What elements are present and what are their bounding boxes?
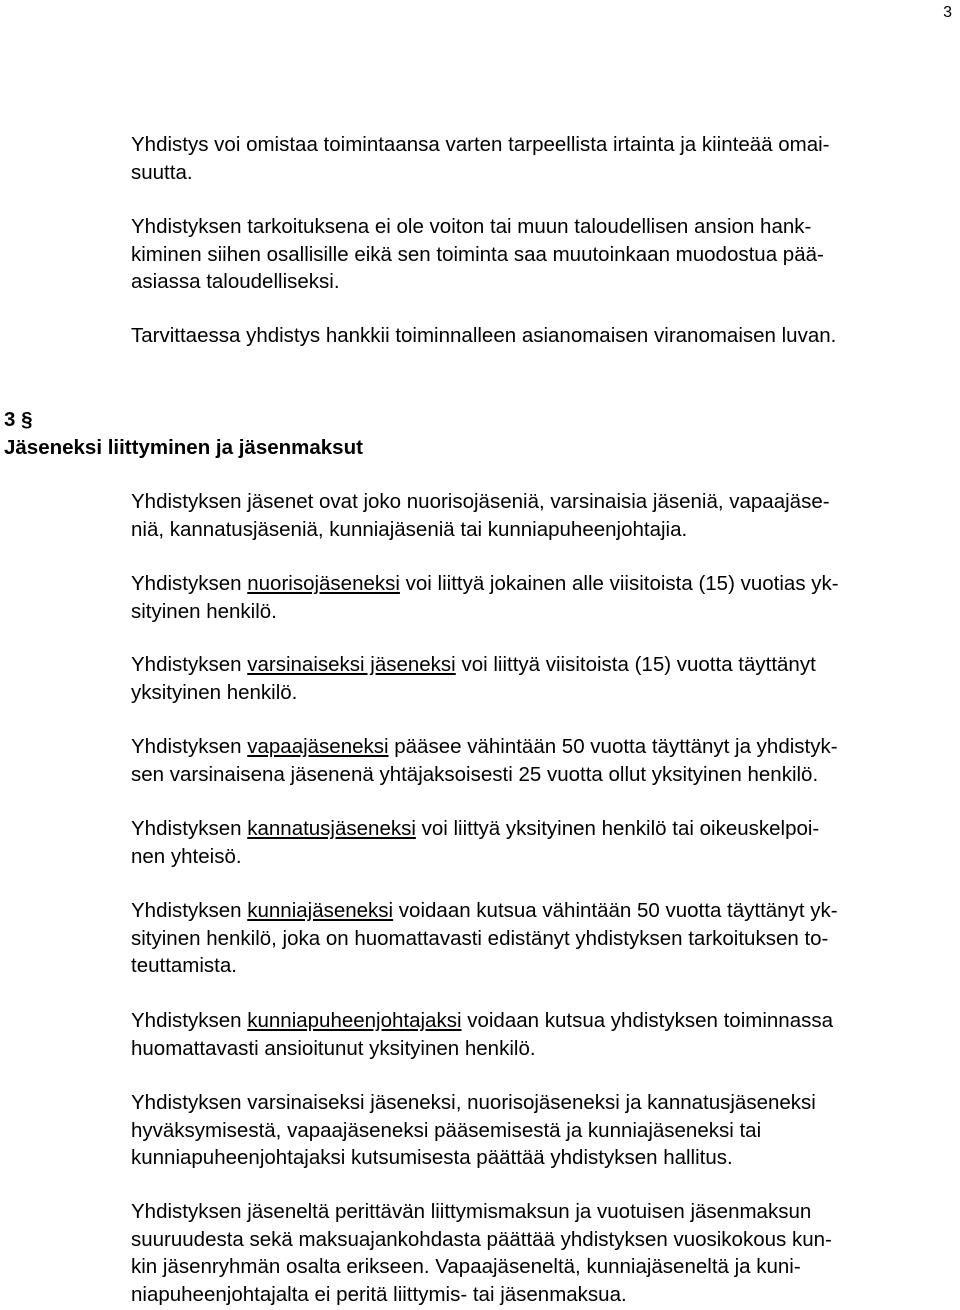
text-line: niapuheenjohtajalta ei peritä liittymis- tai jäsenmaksua. <box>131 1282 627 1306</box>
text-line: kin jäsenryhmän osalta erikseen. Vapaajäseneltä, kunniajäseneltä ja kuni- <box>131 1255 801 1278</box>
text-line: Yhdistyksen vapaajäseneksi pääsee vähintään 50 vuotta täyttänyt ja yhdistyk- <box>131 735 838 758</box>
text-line: kunniapuheenjohtajaksi kutsumisesta päättää yhdistyksen hallitus. <box>131 1146 733 1169</box>
text-line: Tarvittaessa yhdistys hankkii toiminnalleen asianomaisen viranomaisen luvan. <box>131 324 837 347</box>
page-number: 3 <box>943 4 952 21</box>
paragraph-youth-member <box>131 570 839 625</box>
text-line: suuruudesta sekä maksuajankohdasta päättää yhdistyksen vuosikokous kun- <box>131 1227 832 1251</box>
paragraph-honorary-member <box>131 897 838 980</box>
text-line: Yhdistyksen jäsenet ovat joko nuorisojäseniä, varsinaisia jäseniä, vapaajäse- <box>131 490 830 513</box>
paragraph-regular-member <box>131 651 816 706</box>
text-line: Yhdistyksen tarkoituksena ei ole voiton tai muun taloudellisen ansion hank- <box>131 215 812 238</box>
text-line: Yhdistyksen varsinaiseksi jäseneksi voi liittyä viisitoista (15) vuotta täyttänyt <box>131 653 816 676</box>
text-line: asiassa taloudelliseksi. <box>131 270 340 293</box>
member-term: kannatusjäseneksi <box>247 817 416 840</box>
text-line: sityinen henkilö, joka on huomattavasti edistänyt yhdistyksen tarkoituksen to- <box>131 926 829 950</box>
section-heading <box>4 406 363 461</box>
paragraph-member-categories <box>131 488 830 543</box>
paragraph-supporting-member <box>131 815 819 870</box>
text-line: hyväksymisestä, vapaajäseneksi pääsemisestä ja kunniajäseneksi tai <box>131 1118 762 1142</box>
text-line: sen varsinaisena jäsenenä yhtäjaksoisesti 25 vuotta ollut yksityinen henkilö. <box>131 762 819 786</box>
text-line: Yhdistyksen varsinaiseksi jäseneksi, nuorisojäseneksi ja kannatusjäseneksi <box>131 1091 816 1114</box>
text-line: Yhdistyksen nuorisojäseneksi voi liittyä jokainen alle viisitoista (15) vuotias yk- <box>131 572 839 595</box>
paragraph-free-member <box>131 733 838 788</box>
text-line: Yhdistyksen kunniapuheenjohtajaksi voidaan kutsua yhdistyksen toiminnassa <box>131 1009 833 1032</box>
text-line: Yhdistyksen jäseneltä perittävän liittymismaksun ja vuotuisen jäsenmaksun <box>131 1200 812 1223</box>
text-line: Yhdistyksen kunniajäseneksi voidaan kutsua vähintään 50 vuotta täyttänyt yk- <box>131 899 838 922</box>
text-line: Yhdistys voi omistaa toimintaansa varten tarpeellista irtainta ja kiinteää omai- <box>131 133 830 156</box>
paragraph-honorary-chairman <box>131 1007 833 1062</box>
paragraph-admission-decision <box>131 1089 816 1172</box>
member-term: kunniapuheenjohtajaksi <box>247 1009 462 1032</box>
text-line: teuttamista. <box>131 954 237 977</box>
member-term: nuorisojäseneksi <box>247 572 400 595</box>
text-line: suutta. <box>131 160 193 184</box>
section-number: 3 § <box>4 408 33 431</box>
paragraph-permit <box>131 322 836 350</box>
text-line: kiminen siihen osallisille eikä sen toiminta saa muutoinkaan muodostua pää- <box>131 242 824 266</box>
member-term: kunniajäseneksi <box>247 899 394 922</box>
section-title: Jäseneksi liittyminen ja jäsenmaksut <box>4 435 363 459</box>
paragraph-membership-fees <box>131 1198 832 1308</box>
paragraph-purpose <box>131 213 824 296</box>
member-term: vapaajäseneksi <box>247 735 389 758</box>
text-line: niä, kannatusjäseniä, kunniajäseniä tai kunniapuheenjohtajia. <box>131 517 688 541</box>
text-line: yksityinen henkilö. <box>131 680 298 704</box>
text-line: sityinen henkilö. <box>131 599 277 623</box>
text-line: nen yhteisö. <box>131 844 242 868</box>
member-term: varsinaiseksi jäseneksi <box>247 653 456 676</box>
text-line: Yhdistyksen kannatusjäseneksi voi liittyä yksityinen henkilö tai oikeuskelpoi- <box>131 817 820 840</box>
text-line: huomattavasti ansioitunut yksityinen henkilö. <box>131 1036 536 1060</box>
paragraph-property <box>131 131 829 186</box>
